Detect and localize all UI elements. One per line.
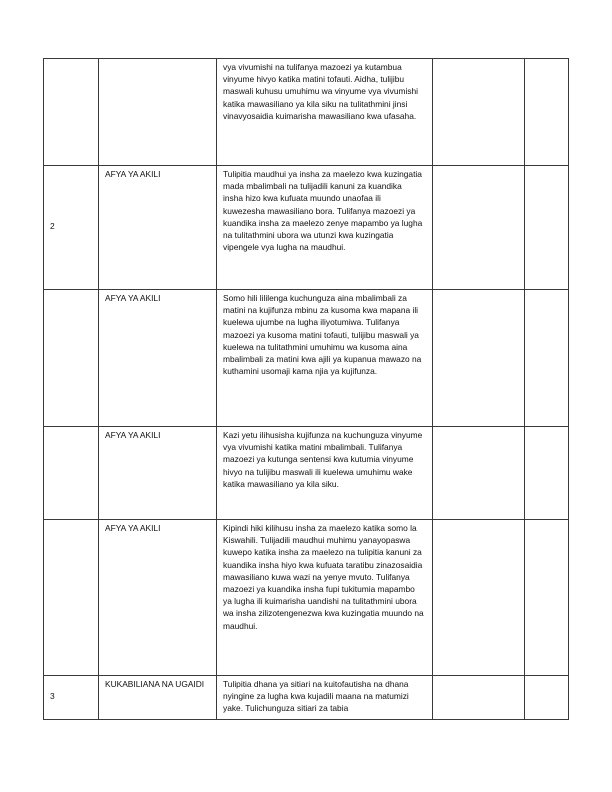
table-row [44,290,569,427]
description-cell: Somo hili lililenga kuchunguza aina mbalimbali za matini na kujifunza mbinu za kusoma kwa mapana ili kuelewa ujumbe na lugha iliyotumiwa. Tulifanya mazoezi ya kusoma matini tofauti, tulijibu maswali ya kuelewa na tulitathmini umuhimu wa kusoma aina mbalimbali za matini kwa ajili ya kupanua mawazo na kuthamini usomaji kama njia ya kujifunza. [217,290,433,427]
lesson-log-table [43,58,569,720]
empty-cell [433,59,525,166]
empty-cell [525,676,569,720]
empty-cell [433,166,525,290]
empty-cell [525,290,569,427]
table-row [44,676,569,720]
description-cell: Kipindi hiki kilihusu insha za maelezo katika somo la Kiswahili. Tulijadili maudhui muhimu yanayopaswa kuwepo katika insha za maelezo na tulipitia kanuni za kuandika insha hiyo kwa kufuata taratibu zinazosaidia mawasiliano kuwa wazi na yenye mvuto. Tulifanya mazoezi ya kuandika insha fupi tukitumia mapambo ya lugha ili kuimarisha uandishi na tulitathmini ubora wa insha zilizotengenezwa kwa kuzingatia muundo na maudhui. [217,520,433,676]
empty-cell [433,520,525,676]
description-cell: vya vivumishi na tulifanya mazoezi ya kutambua vinyume hivyo katika matini tofauti. Aidha, tulijibu maswali kuhusu umuhimu wa vinyume vya vivumishi katika mawasiliano ya kila siku na tulitathmini jinsi vinavyosaidia kuimarisha mawasiliano kwa ufasaha. [217,59,433,166]
description-cell: Tulipitia maudhui ya insha za maelezo kwa kuzingatia mada mbalimbali na tulijadili kanuni za kuandika insha hizo kwa kufuata muundo unaofaa ili kuwezesha mawasiliano bora. Tulifanya mazoezi ya kuandika insha za maelezo zenye mapambo ya lugha na tulitathmini ubora wa utunzi kwa kuzingatia vipengele vya lugha na maudhui. [217,166,433,290]
empty-cell [525,166,569,290]
table-row [44,166,569,290]
week-cell [44,290,99,427]
empty-cell [433,427,525,520]
empty-cell [433,290,525,427]
empty-cell [525,59,569,166]
week-cell: 2 [44,166,99,290]
week-cell [44,520,99,676]
table-row [44,520,569,676]
topic-cell: AFYA YA AKILI [99,427,217,520]
table-row [44,427,569,520]
topic-cell [99,59,217,166]
topic-cell: AFYA YA AKILI [99,520,217,676]
empty-cell [433,676,525,720]
topic-cell: AFYA YA AKILI [99,166,217,290]
description-cell: Tulipitia dhana ya sitiari na kuitofautisha na dhana nyingine za lugha kwa kujadili maana na matumizi yake. Tulichunguza sitiari za tabia [217,676,433,720]
empty-cell [525,427,569,520]
week-cell [44,427,99,520]
week-cell: 3 [44,676,99,720]
description-cell: Kazi yetu ilihusisha kujifunza na kuchunguza vinyume vya vivumishi katika matini mbalimbali. Tulifanya mazoezi ya kutunga sentensi kwa kutumia vinyume hivyo na tulijibu maswali ili kuelewa umuhimu wake katika mawasiliano ya kila siku. [217,427,433,520]
topic-cell: AFYA YA AKILI [99,290,217,427]
empty-cell [525,520,569,676]
week-cell [44,59,99,166]
table-row [44,59,569,166]
topic-cell: KUKABILIANA NA UGAIDI [99,676,217,720]
